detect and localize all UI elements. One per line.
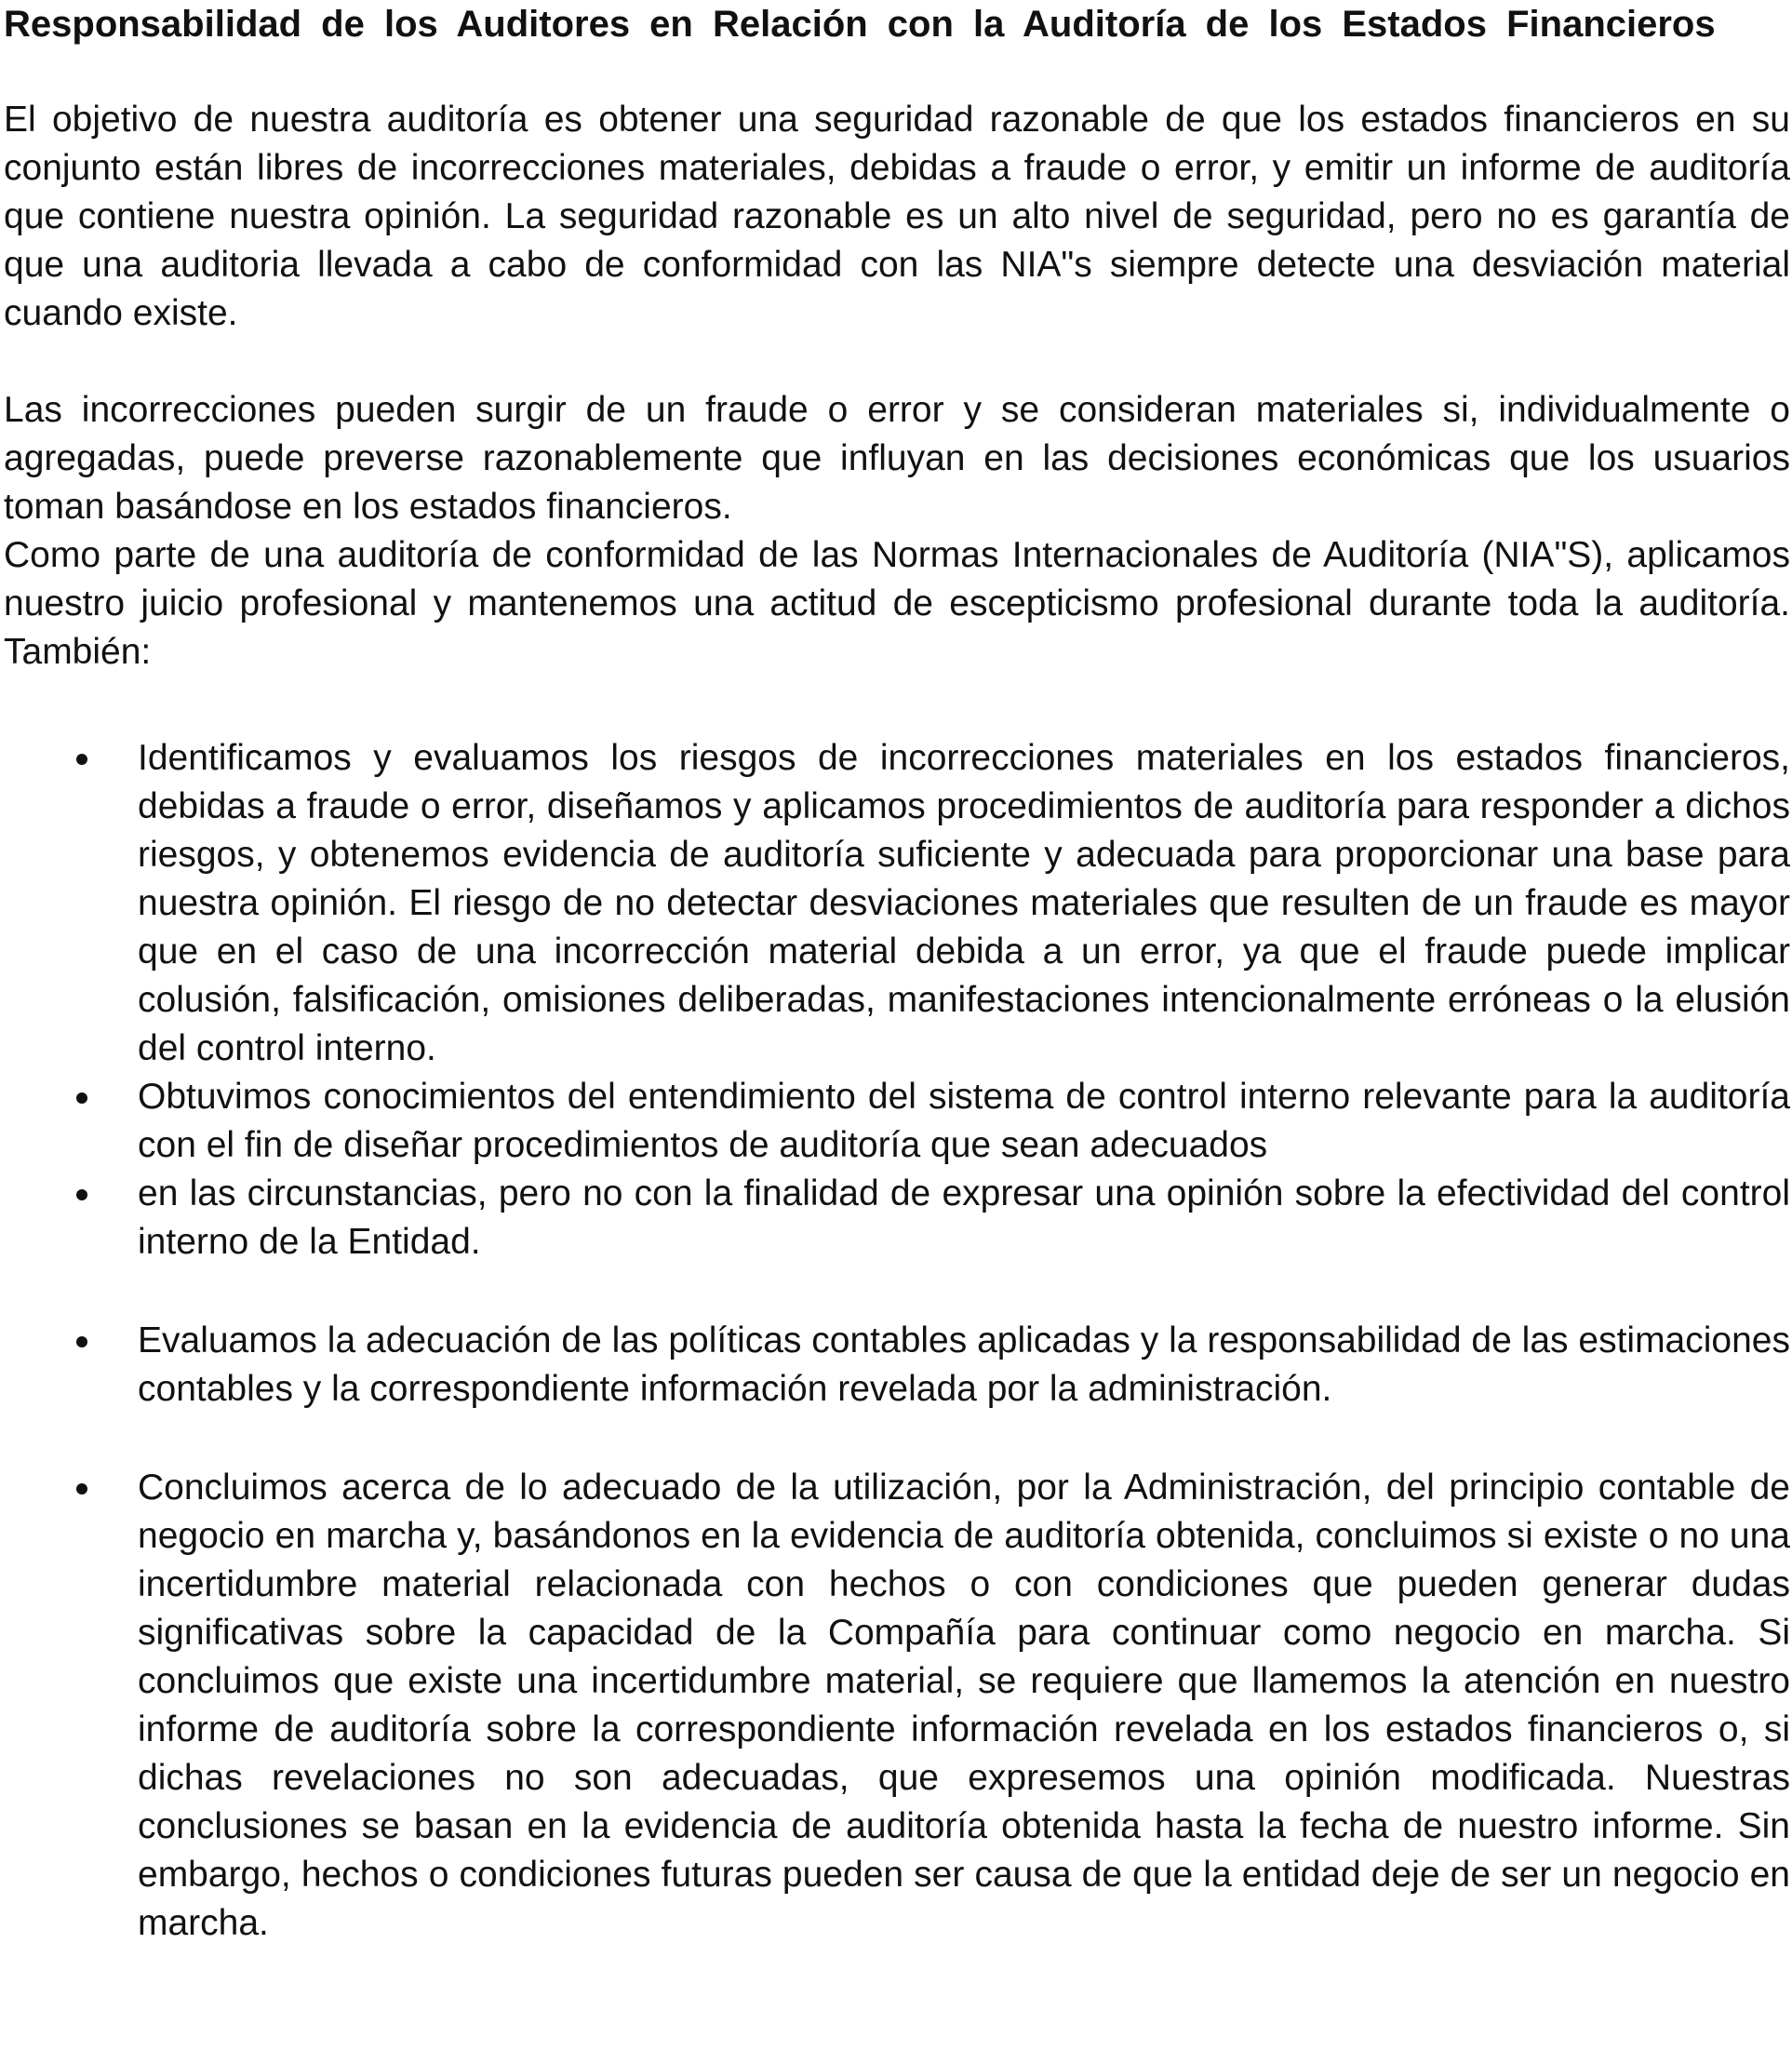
bullet-text: Concluimos acerca de lo adecuado de la utilización, por la Administración, del principio contable de negocio en marcha y, basándonos en la evidencia de auditoría obtenida, concluimos si existe o no una incertidumbre material relacionada con hechos o con condiciones que pueden generar dudas significativas sobre la capacidad de la Compañía para continuar como negocio en marcha. Si concluimos que existe una incertidumbre material, se requiere que llamemos la atención en nuestro informe de auditoría sobre la correspondiente información revelada en los estados financieros o, si dichas revelaciones no son adecuadas, que expresemos una opinión modificada. Nuestras conclusiones se basan en la evidencia de auditoría obtenida hasta la fecha de nuestro informe. Sin embargo, hechos o condiciones futuras pueden ser causa de que la entidad deje de ser un negocio en marcha. bbox=[138, 1468, 1790, 1943]
bullet-item-evaluamos bbox=[4, 1317, 1790, 1414]
bullet-icon bbox=[76, 1483, 87, 1494]
bullet-item-circunstancias bbox=[4, 1170, 1790, 1267]
bullet-text: Identificamos y evaluamos los riesgos de incorrecciones materiales en los estados financieros, debidas a fraude o error, diseñamos y aplicamos procedimientos de auditoría para responder a dichos riesgos, y obtenemos evidencia de auditoría suficiente y adecuada para proporcionar una base para nuestra opinión. El riesgo de no detectar desviaciones materiales que resulten de un fraude es mayor que en el caso de una incorrección material debida a un error, ya que el fraude puede implicar colusión, falsificación, omisiones deliberadas, manifestaciones intencionalmente erróneas o la elusión del control interno. bbox=[138, 738, 1790, 1068]
paragraph-como-parte: Como parte de una auditoría de conformidad de las Normas Internacionales de Auditoría (NIA"S), aplicamos nuestro juicio profesional y mantenemos una actitud de escepticismo profesional durante toda la auditoría. También: bbox=[4, 535, 1790, 672]
bullet-icon bbox=[76, 1189, 87, 1200]
bullet-text: en las circunstancias, pero no con la finalidad de expresar una opinión sobre la efectividad del control interno de la Entidad. bbox=[138, 1173, 1790, 1262]
section-heading: Responsabilidad de los Auditores en Relación con la Auditoría de los Estados Financieros bbox=[4, 4, 1716, 45]
bullet-item-concluimos bbox=[4, 1464, 1790, 1948]
bullet-icon bbox=[76, 1092, 87, 1104]
bullet-item-identificamos bbox=[4, 734, 1790, 1073]
bullet-icon bbox=[76, 1336, 87, 1347]
paragraph-incorrecciones: Las incorrecciones pueden surgir de un fraude o error y se consideran materiales si, individualmente o agregadas, puede preverse razonablemente que influyan en las decisiones económicas que los usuarios toman basándose en los estados financieros. bbox=[4, 390, 1790, 527]
bullet-list bbox=[4, 734, 1790, 1948]
document-page bbox=[4, 0, 1790, 1948]
bullet-icon bbox=[76, 754, 87, 765]
paragraph-objetivo: El objetivo de nuestra auditoría es obtener una seguridad razonable de que los estados financieros en su conjunto están libres de incorrecciones materiales, debidas a fraude o error, y emitir un informe de auditoría que contiene nuestra opinión. La seguridad razonable es un alto nivel de seguridad, pero no es garantía de que una auditoria llevada a cabo de conformidad con las NIA"s siempre detecte una desviación material cuando existe. bbox=[4, 100, 1790, 333]
bullet-item-obtuvimos bbox=[4, 1073, 1790, 1170]
bullet-text: Obtuvimos conocimientos del entendimiento del sistema de control interno relevante para la auditoría con el fin de diseñar procedimientos de auditoría que sean adecuados bbox=[138, 1077, 1790, 1165]
bullet-text: Evaluamos la adecuación de las políticas contables aplicadas y la responsabilidad de las estimaciones contables y la correspondiente información revelada por la administración. bbox=[138, 1320, 1790, 1409]
